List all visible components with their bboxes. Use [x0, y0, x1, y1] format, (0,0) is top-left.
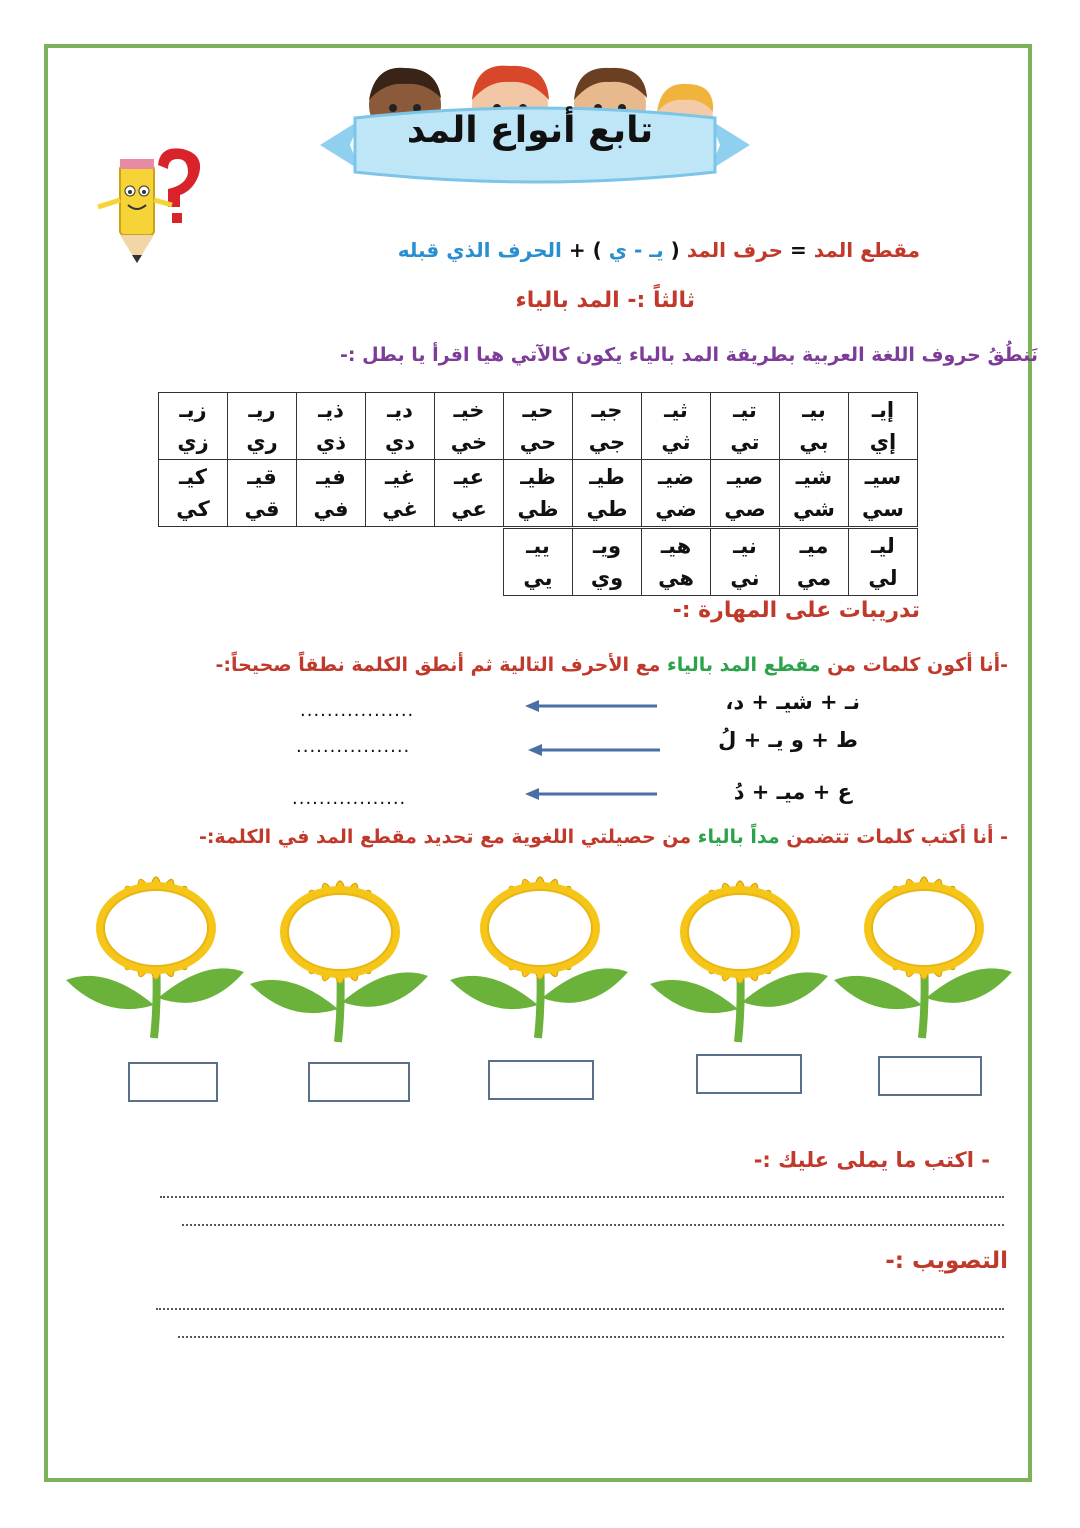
letter-cell [849, 393, 918, 460]
letter-cell [504, 393, 573, 460]
answer-box-1[interactable] [128, 1062, 218, 1102]
letter-cell [711, 393, 780, 460]
letter-isolated: صي [724, 497, 766, 521]
letter-connected: قيـ [247, 465, 277, 489]
task-form-words [216, 654, 1008, 676]
letter-cell [228, 460, 297, 527]
sunflower-icon [66, 870, 246, 1040]
letters-table-main [158, 392, 918, 527]
letter-isolated: حي [519, 430, 557, 454]
letter-isolated: زي [177, 430, 209, 454]
answer-blank-3[interactable]: ................. [292, 788, 407, 809]
letter-isolated: ني [730, 566, 760, 590]
task2-text-a: - أنا أكتب كلمات تتضمن [779, 826, 1008, 848]
letter-isolated: كي [176, 497, 210, 521]
letter-cell [573, 529, 642, 596]
letter-connected: ميـ [799, 534, 829, 558]
section-title: المد بالياء [515, 288, 620, 313]
letter-isolated: إي [869, 430, 897, 454]
letter-isolated: خي [450, 430, 488, 454]
answer-box-2[interactable] [308, 1062, 410, 1102]
task1-text-b: مع الأحرف التالية ثم أنطق الكلمة نطقاً صحيحاً:- [215, 654, 668, 676]
letter-cell [435, 393, 504, 460]
letter-connected: إيـ [871, 398, 895, 422]
letter-isolated: طي [586, 497, 628, 521]
letter-connected: ثيـ [664, 398, 688, 422]
letter-connected: هيـ [660, 534, 692, 558]
task2-text-highlight: مداً بالياء [697, 826, 780, 848]
letter-connected: عيـ [453, 465, 485, 489]
letter-connected: ليـ [871, 534, 895, 558]
reading-instruction: نَنطُقُ حروف اللغة العربية بطريقة المد بالياء يكون كالآتي هيا اقرأ يا بطل :- [339, 344, 1038, 366]
drills-heading: تدريبات على المهارة :- [672, 598, 920, 623]
task1-text-a: -أنا أكون كلمات من [820, 654, 1008, 676]
letter-connected: تيـ [733, 398, 757, 422]
letter-isolated: في [313, 497, 349, 521]
letter-cell [642, 529, 711, 596]
answer-blank-2[interactable]: ................. [296, 736, 411, 757]
exercise-letters-2: ط + و يـ + لُ [718, 728, 858, 752]
letter-cell [366, 393, 435, 460]
exercise-letters-3: ع + ميـ + دُ [733, 780, 852, 804]
table-row [159, 393, 918, 460]
formula-close-paren: ) [585, 238, 609, 262]
letter-cell [573, 460, 642, 527]
letter-connected: حيـ [522, 398, 554, 422]
letter-isolated: غي [382, 497, 418, 521]
sunflower-icon [834, 870, 1014, 1040]
letter-connected: زيـ [179, 398, 207, 422]
letter-cell [504, 529, 573, 596]
letter-isolated: بي [799, 430, 829, 454]
letter-connected: ضيـ [657, 465, 695, 489]
letter-cell [711, 460, 780, 527]
letter-cell [159, 460, 228, 527]
letter-isolated: سي [862, 497, 904, 521]
arrow-left-icon [525, 698, 660, 714]
letter-connected: فيـ [316, 465, 346, 489]
letter-cell [780, 529, 849, 596]
letter-cell [849, 529, 918, 596]
page-title: تابع أنواع المد [406, 110, 654, 151]
letter-cell [711, 529, 780, 596]
letter-cell [366, 460, 435, 527]
letter-isolated: ثي [661, 430, 691, 454]
exercise-letters-1: نـ + شيـ + د، [725, 690, 860, 714]
letter-isolated: تي [730, 430, 760, 454]
letter-cell [849, 460, 918, 527]
letter-connected: ذيـ [318, 398, 344, 422]
pencil-mascot-icon [88, 145, 208, 265]
letter-isolated: عي [451, 497, 487, 521]
arrow-left-icon [525, 786, 660, 802]
letter-isolated: يي [523, 566, 553, 590]
letter-connected: طيـ [589, 465, 625, 489]
letter-isolated: ذي [315, 430, 347, 454]
formula-equals: = [783, 238, 814, 262]
letter-isolated: لي [868, 566, 898, 590]
letter-connected: غيـ [384, 465, 416, 489]
letter-connected: خيـ [453, 398, 485, 422]
letter-cell [642, 460, 711, 527]
correction-line-1[interactable] [156, 1308, 1004, 1310]
letter-connected: ريـ [248, 398, 276, 422]
sunflower-icon [450, 870, 630, 1040]
letter-isolated: ضي [655, 497, 697, 521]
letter-connected: صيـ [726, 465, 764, 489]
letter-connected: شيـ [795, 465, 833, 489]
letter-isolated: ظي [517, 497, 559, 521]
arrow-left-icon [528, 742, 663, 758]
formula-plus: + [561, 238, 586, 262]
correction-line-2[interactable] [178, 1336, 1004, 1338]
letter-cell [780, 460, 849, 527]
letter-connected: جيـ [591, 398, 623, 422]
dictation-line-1[interactable] [160, 1196, 1004, 1198]
letter-cell [297, 460, 366, 527]
formula-letters: يـ - ي [608, 238, 664, 262]
correction-heading: التصويب :- [885, 1248, 1008, 1274]
formula-preceding-letter: الحرف الذي قبله [397, 238, 562, 262]
letter-cell [435, 460, 504, 527]
letter-cell [504, 460, 573, 527]
letter-isolated: مي [796, 566, 832, 590]
letter-isolated: شي [793, 497, 835, 521]
letter-cell [228, 393, 297, 460]
answer-box-3[interactable] [488, 1060, 594, 1100]
letter-connected: ديـ [387, 398, 413, 422]
letters-table-extra [503, 528, 918, 596]
letter-connected: كيـ [179, 465, 207, 489]
dictation-line-2[interactable] [182, 1224, 1004, 1226]
sunflower-icon [250, 874, 430, 1044]
letter-isolated: ري [246, 430, 278, 454]
madd-formula [398, 238, 920, 262]
section-heading [516, 288, 695, 313]
section-number: ثالثاً :- [619, 288, 695, 313]
task2-text-b: من حصيلتي اللغوية مع تحديد مقطع المد في الكلمة:- [198, 826, 698, 848]
letter-isolated: جي [588, 430, 626, 454]
letter-isolated: قي [244, 497, 280, 521]
letter-connected: بيـ [802, 398, 826, 422]
table-row [159, 460, 918, 527]
sunflower-icon [650, 874, 830, 1044]
answer-box-5[interactable] [878, 1056, 982, 1096]
letter-connected: ويـ [592, 534, 622, 558]
formula-syllable: مقطع المد [813, 238, 920, 262]
letter-connected: سيـ [864, 465, 902, 489]
letter-connected: ييـ [526, 534, 550, 558]
answer-box-4[interactable] [696, 1054, 802, 1094]
letter-isolated: هي [658, 566, 694, 590]
answer-blank-1[interactable]: ................. [300, 700, 415, 721]
letter-isolated: دي [384, 430, 416, 454]
task-write-words [199, 826, 1008, 848]
letter-cell [780, 393, 849, 460]
letter-isolated: وي [590, 566, 624, 590]
task1-text-highlight: مقطع المد بالياء [667, 654, 821, 676]
letter-cell [573, 393, 642, 460]
letter-connected: نيـ [733, 534, 757, 558]
formula-madd-letter: حرف المد [686, 238, 784, 262]
dictation-heading: - اكتب ما يملى عليك :- [753, 1148, 990, 1172]
letter-cell [297, 393, 366, 460]
letter-cell [159, 393, 228, 460]
table-row [504, 529, 918, 596]
letter-connected: ظيـ [520, 465, 556, 489]
formula-open-paren: ( [663, 238, 687, 262]
letter-cell [642, 393, 711, 460]
